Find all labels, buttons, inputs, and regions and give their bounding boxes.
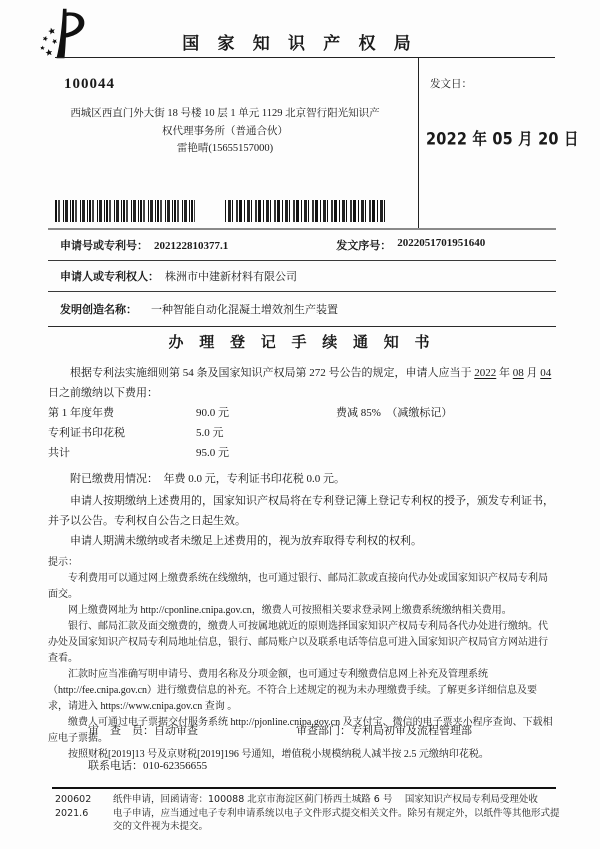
deadline-year: 2022	[474, 367, 497, 379]
applicant-value: 株洲市中建新材料有限公司	[165, 271, 297, 283]
recipient-address	[55, 105, 395, 158]
issue-date-label: 发文日：	[430, 79, 472, 90]
signature-section	[48, 722, 556, 773]
tip-item: 专利费用可以通过网上缴费系统在线缴纳，也可通过银行、邮局汇款或直接向代办处或国家知识产权局专利局面交。	[48, 573, 548, 600]
barcode-right-icon	[225, 200, 385, 222]
phone-row	[88, 757, 556, 773]
fee-row-stamp-tax	[48, 423, 556, 443]
paid-fees-summary: 附已缴费用情况： 年费 0.0 元，专利证书印花税 0.0 元。	[70, 473, 345, 485]
application-number-cell	[60, 237, 228, 253]
notice-title: 办 理 登 记 手 续 通 知 书	[168, 335, 436, 351]
serial-number-cell	[336, 237, 485, 253]
barcode-left-icon	[55, 200, 195, 222]
fee-note	[336, 423, 556, 443]
footer-note-electronic: 电子申请，应当通过电子专利申请系统以电子文件形式提交相关文件。除另有规定外，以纸件等其他形式提交的文件视为未提交。	[113, 807, 560, 832]
intro-paragraph	[48, 363, 556, 403]
tip-item: 按照财税[2019]13 号及京财税[2019]196 号通知，增值税小规模纳税人减半按 2.5 元缴纳印花税。	[68, 749, 489, 760]
agency-title: 国 家 知 识 产 权 局	[182, 34, 418, 53]
address-line-1: 西城区西直门外大街 18 号楼 10 层 1 单元 1129 北京智行阳光知识产	[70, 108, 380, 119]
fee-reduction-note: 费减 85% （减缴标记）	[336, 407, 453, 419]
tips-label: 提示：	[48, 557, 78, 568]
applicant-row	[48, 261, 556, 292]
fee-row-total	[48, 443, 556, 463]
fee-name: 共计	[48, 447, 70, 459]
forfeit-paragraph: 申请人期满未缴纳或者未缴足上述费用的，视为放弃取得专利权的权利。	[70, 535, 422, 547]
invention-title-label: 发明创造名称：	[60, 304, 137, 316]
tip-item: 银行、邮局汇款及面交缴费的，缴费人可按属地就近的原则选择国家知识产权局专利局各代办处进行缴纳。代办处及国家知识产权局专利局地址信息，银行、邮局账户以及联系电话等信息可进入国家知识产权局官方网站进行查看。	[48, 621, 548, 664]
application-number-value: 202122810377.1	[154, 240, 229, 252]
form-date: 2021.6	[55, 807, 89, 819]
fee-name: 第 1 年度年费	[48, 407, 114, 419]
deadline-month: 08	[512, 367, 524, 379]
footer-rule	[52, 787, 556, 789]
phone-value: 010-62356655	[143, 760, 208, 772]
applicant-cell	[60, 268, 297, 284]
examiner-row	[48, 722, 556, 738]
form-code: 200602	[55, 794, 92, 805]
invention-title-cell	[60, 301, 338, 317]
invention-title-value: 一种智能自动化混凝土增效剂生产装置	[151, 304, 338, 316]
deadline-day: 04	[540, 367, 552, 379]
invention-title-row	[48, 292, 556, 327]
address-line-2: 权代理事务所（普通合伙）	[162, 125, 288, 137]
application-number-label: 申请号或专利号：	[60, 240, 148, 252]
recipient-contact: 雷艳晴(15655157000)	[176, 143, 274, 154]
intro-text-before: 根据专利法实施细则第 54 条及国家知识产权局第 272 号公告的规定，申请人应当于	[70, 367, 475, 379]
tip-item: 缴费人可通过电子票据交付服务系统 http://pjonline.cnipa.gov.cn 及支付宝、微信的电子票夹小程序查询、下载相应电子票据。	[48, 717, 553, 744]
tip-item: 汇款时应当准确写明申请号、费用名称及分项金额，也可通过专利缴费信息网上补充及管理系统（http://fee.cnipa.gov.cn）进行缴费信息的补充。不符合上述规定的视为未办理缴费手续。了解更多详细信息及要求，请进入 https://www.cnipa.gov.cn 查询 。	[48, 669, 538, 712]
fee-amount: 95.0 元	[196, 447, 229, 459]
case-info-table	[48, 228, 556, 327]
fee-note	[336, 443, 556, 463]
fee-name: 专利证书印花税	[48, 427, 125, 439]
serial-number-value: 2022051701951640	[397, 237, 486, 249]
footer-note-paper: 纸件申请，回函请寄：100088 北京市海淀区蓟门桥西土城路 6 号 国家知识产权局专利局受理处收	[113, 794, 538, 805]
footer-notes	[113, 793, 560, 834]
form-footer	[55, 793, 560, 834]
postal-code: 100044	[64, 76, 115, 92]
fee-amount: 90.0 元	[196, 407, 229, 419]
department-label: 审查部门：	[296, 725, 351, 737]
department-value: 专利局初审及流程管理部	[351, 725, 472, 737]
application-number-row	[48, 230, 556, 261]
notice-body	[48, 325, 556, 763]
header-rule	[55, 57, 555, 58]
phone-label: 联系电话：	[88, 760, 143, 772]
tip-item: 网上缴费网址为 http://cponline.cnipa.gov.cn，缴费人可按照相关要求登录网上缴费系统缴纳相关费用。	[68, 605, 512, 616]
issue-date: 2022 年 05 月 20 日	[426, 130, 579, 149]
fee-table	[48, 403, 556, 463]
vertical-divider	[418, 57, 419, 228]
intro-text-after: 之前缴纳以下费用：	[59, 387, 158, 399]
month-unit: 月	[523, 367, 541, 379]
examiner-label: 审 查 员：	[88, 725, 154, 737]
grant-paragraph: 申请人按期缴纳上述费用的，国家知识产权局将在专利登记簿上登记专利权的授予，颁发专利证书，并予以公告。专利权自公告之日起生效。	[48, 495, 554, 527]
form-codes	[55, 793, 113, 834]
examiner-cell	[88, 722, 296, 738]
examiner-value: 自动审查	[154, 725, 198, 737]
fee-row-annual	[48, 403, 556, 423]
serial-number-label: 发文序号：	[336, 240, 392, 252]
fee-amount: 5.0 元	[196, 427, 224, 439]
year-unit: 年	[496, 367, 513, 379]
day-unit: 日	[48, 387, 59, 399]
applicant-label: 申请人或专利权人：	[60, 271, 159, 283]
department-cell	[296, 722, 472, 738]
